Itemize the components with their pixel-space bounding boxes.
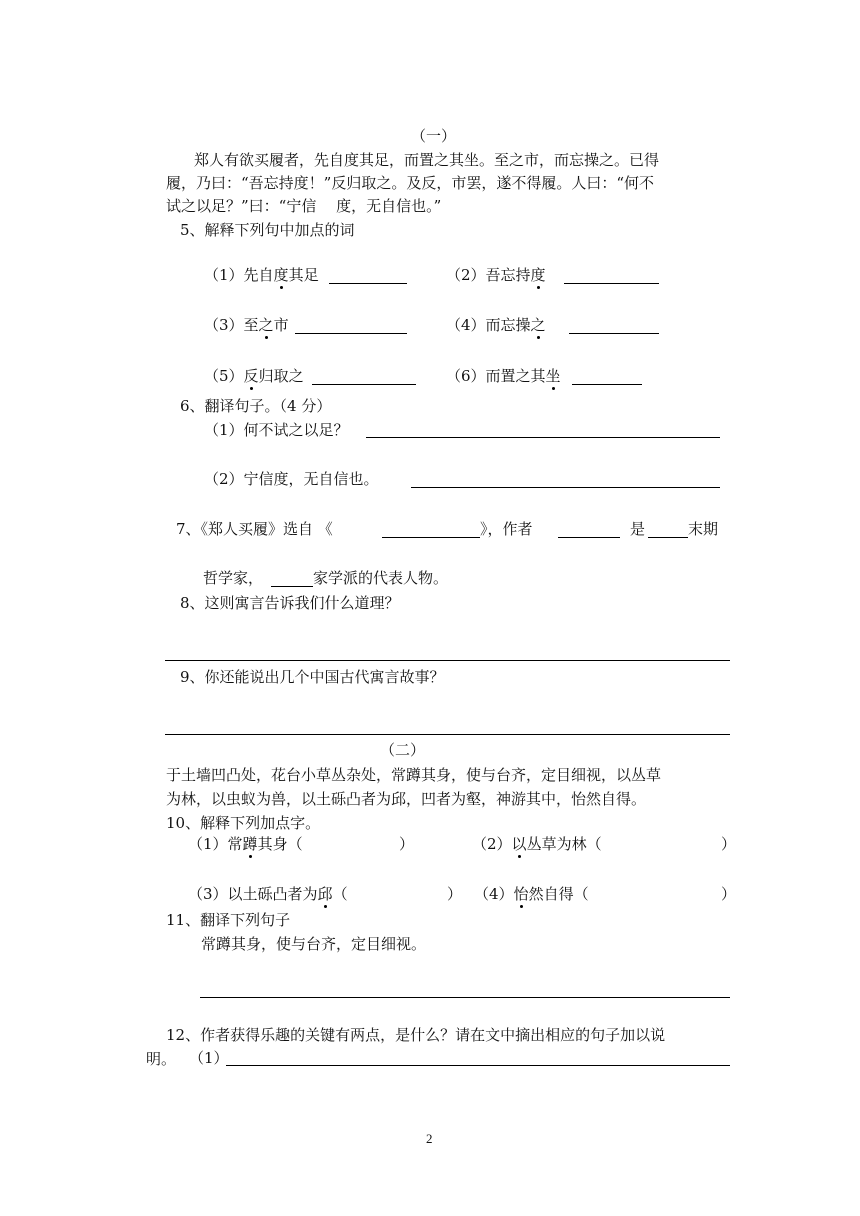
q10-close-paren: ） [721,835,737,853]
question-7-line2-pre: 哲学家， [203,569,264,587]
q5-item-3: （3）至之市 [204,316,289,334]
q6-sentence-1: （1）何不试之以足？ [204,421,349,439]
q10-item-2: （2）以丛草为林（ [472,835,602,853]
question-12-line1: 12、作者获得乐趣的关键有两点，是什么？请在文中摘出相应的句子加以说 [166,1026,666,1044]
answer-blank[interactable] [271,586,313,587]
answer-line[interactable] [165,660,730,661]
section-title-2: （二） [380,741,426,759]
passage-line: 于土墙凹凸处，花台小草丛杂处，常蹲其身，使与台齐，定目细视，以丛草 [166,766,662,784]
question-10-prompt: 10、解释下列加点字。 [166,814,321,832]
q5-item-2: （2）吾忘持度 [446,266,546,284]
question-12-line2: 明。 [146,1050,177,1068]
section-title-1: （一） [411,127,457,145]
question-6-prompt: 6、翻译句子。（4 分） [180,397,332,415]
passage-line: 履，乃曰：“吾忘持度！”反归取之。及反，市罢，遂不得履。人曰：“何不 [166,174,655,192]
answer-blank[interactable] [572,384,642,385]
answer-blank[interactable] [295,333,407,334]
passage-line: 郑人有欲买履者，先自度其足，而置之其坐。至之市，而忘操之。已得 [194,151,660,169]
answer-blank[interactable] [648,537,688,538]
answer-line[interactable] [165,734,730,735]
answer-line[interactable] [226,1065,730,1066]
question-7-part3: 是 [630,520,646,538]
question-7-part2: 》，作者 [480,520,533,538]
answer-blank[interactable] [558,537,620,538]
question-7-part4: 末期 [688,520,719,538]
answer-blank[interactable] [329,283,407,284]
answer-line[interactable] [366,437,720,438]
q11-sentence: 常蹲其身，使与台齐，定目细视。 [201,935,427,953]
answer-line[interactable] [200,997,730,998]
answer-line[interactable] [411,487,720,488]
passage-line: 试之以足？”曰：“宁信 度，无自信也。” [166,197,442,215]
question-5-prompt: 5、解释下列句中加点的词 [180,221,355,239]
answer-blank[interactable] [569,333,659,334]
question-11-prompt: 11、翻译下列句子 [166,911,291,929]
q5-item-6: （6）而置之其坐 [446,367,561,385]
q5-item-5: （5）反归取之 [204,367,304,385]
q5-item-1: （1）先自度其足 [204,266,319,284]
q6-sentence-2: （2）宁信度，无自信也。 [204,470,379,488]
q10-item-4: （4）怡然自得（ [474,885,589,903]
question-7-line2-post: 家学派的代表人物。 [313,569,449,587]
page-number: 2 [426,1131,433,1146]
answer-blank[interactable] [382,537,480,538]
question-7-part1: 7、《郑人买履》选自 《 [176,520,333,538]
passage-line: 为林，以虫蚁为兽，以土砾凸者为邱，凹者为壑，神游其中，怡然自得。 [166,790,647,808]
q10-close-paren: ） [721,885,737,903]
q5-item-4: （4）而忘操之 [446,316,546,334]
q10-close-paren: ） [399,835,415,853]
question-8-prompt: 8、这则寓言告诉我们什么道理？ [180,594,400,612]
q10-item-1: （1）常蹲其身（ [188,835,303,853]
q12-item-1: （1） [189,1049,229,1067]
q10-item-3: （3）以土砾凸者为邱（ [188,885,348,903]
q10-close-paren: ） [447,885,463,903]
answer-blank[interactable] [312,384,416,385]
question-9-prompt: 9、你还能说出几个中国古代寓言故事？ [180,668,445,686]
answer-blank[interactable] [564,283,659,284]
